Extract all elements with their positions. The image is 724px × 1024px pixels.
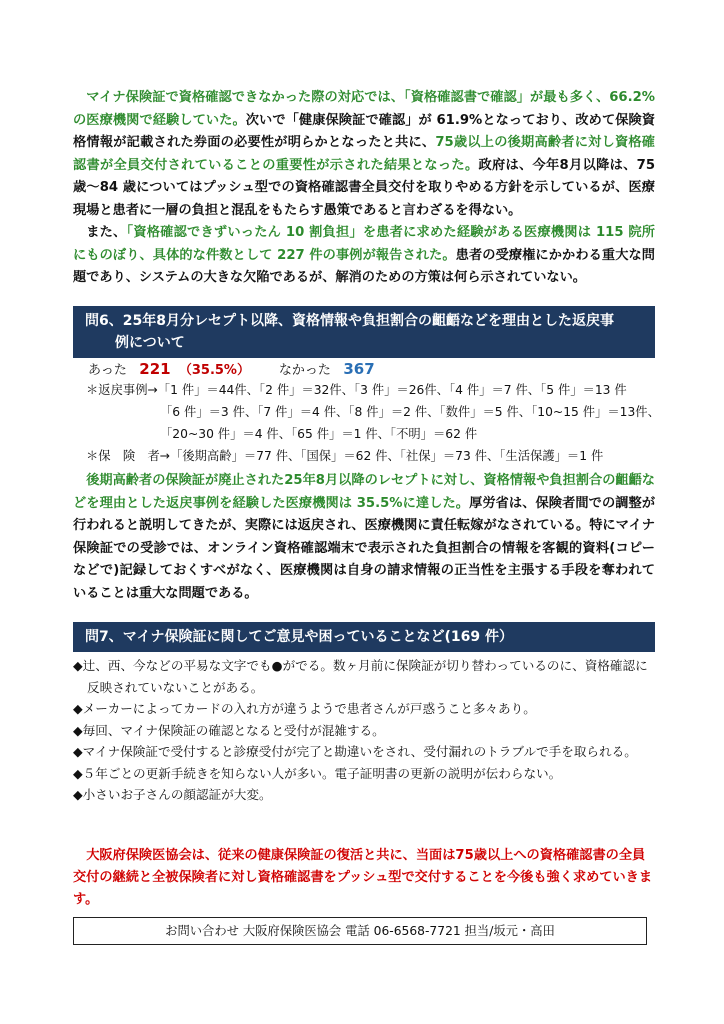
list-item: ◆５年ごとの更新手続きを知らない人が多い。電子証明書の更新の説明が伝わらない。 [73,765,562,781]
no-label: なかった [278,363,331,378]
paragraph-3 [73,470,655,605]
para1-highlight-1: マイナ保険証で資格確認できなかった際の対応では、「資格確認書で確認」が最も多く、66.2%の医療機関で経験していた。 [73,90,655,128]
q7-comment-list [73,655,655,806]
q7-title: 問7、マイナ保険証に関してご意見や困っていることなど(169 件） [85,629,513,645]
q6-detail-line-1: ＊返戻事例→「1 件」＝44件、「2 件」＝32件、「3 件」＝26件、「4 件」＝7 件、「5 件」＝13 件 [86,383,627,397]
para2-highlight-2: 「資格確認できずいったん 10 割負担」を患者に求めた経験がある医療機関は 115 院所にものぼり、具体的な件数として 227 件の事例が報告された。 [73,225,655,263]
contact-box: お問い合わせ 大阪府保険医協会 電話 06-6568-7721 担当/坂元・高田 [73,917,647,945]
list-item: ◆マイナ保険証で受付すると診療受付が完了と勘違いをされ、受付漏れのトラブルで手を取られる。 [73,744,637,759]
paragraph-1 [73,87,655,222]
yes-percent: （35.5%） [178,363,250,378]
para2-text-3: 患者の受療権にかかわる重大な問題であり、システムの大きな欠陥であるが、解消のための方策は何ら示されていない。 [73,247,655,285]
no-count: 367 [343,360,375,378]
paragraph-2 [73,222,655,290]
q6-stats [88,359,375,381]
q6-detail-line-4: ＊保 険 者→「後期高齢」＝77 件、「国保」＝62 件、「社保」＝73 件、「生活保護」＝1 件 [86,449,604,463]
q6-detail-line-2: 「6 件」＝3 件、「7 件」＝4 件、「8 件」＝2 件、「数件」＝5 件、「10~15 件」＝13件、 [160,405,660,419]
intro-section [73,87,655,290]
closing-statement: 大阪府保険医協会は、従来の健康保険証の復活と共に、当面は75歳以上への資格確認書の全員交付の継続と全被保険者に対し資格確認書をプッシュ型で交付することを今後も強く求めていきます。 [73,848,653,907]
q7-header [73,622,655,652]
q6-detail-line-3: 「20~30 件」＝4 件、「65 件」＝1 件、「不明」＝62 件 [160,427,478,441]
q6-header [73,306,655,358]
yes-count: 221 [139,360,171,378]
list-item: ◆小さいお子さんの顔認証が大変。 [73,787,272,802]
q6-title-line1: 問6、25年8月分レセプト以降、資格情報や負担割合の齟齬などを理由とした返戻事 [85,313,614,329]
para1-text-4: 政府は、今年8月以降は、75 歳～84 歳についてはプッシュ型での資格確認書全員交付を取りやめる方針を示しているが、医療現場と患者に一層の負担と混乱をもたらす愚策であると言わざるを得ない。 [73,157,655,218]
list-item: ◆メーカーによってカードの入れ方が違うようで患者さんが戸惑うこと多々あり。 [73,701,536,716]
list-item: ◆毎回、マイナ保険証の確認となると受付が混雑する。 [73,722,385,738]
para3-text-2: 厚労省は、保険者間での調整が行われると説明してきたが、実際には返戻され、医療機関に責任転嫁がなされている。特にマイナ保険証での受診では、オンライン資格確認端末で表示された負担割合の情報を客観的資料(コピーなどで)記録しておくすべがなく、医療機関は自身の請求情報の正当性を主張する手段を奪われていることは重大な問題である。 [73,495,656,601]
list-item: ◆辻、西、今などの平易な文字でも●がでる。数ヶ月前に保険証が切り替わっているのに、資格確認に反映されていないことがある。 [73,658,648,695]
para1-text-2: 次いで「健康保険証で確認」が 61.9%となっており、改めて保険資格情報が記載された券面の必要性が明らかとなったと共に、 [73,112,656,150]
q6-analysis [73,470,655,605]
para1-highlight-3: 75歳以上の後期高齢者に対し資格確認書が全員交付されていることの重要性が示された結果となった。 [73,135,655,173]
yes-label: あった [88,363,127,378]
para2-text-1: また、 [86,225,127,240]
para3-highlight-1: 後期高齢者の保険証が廃止された25年8月以降のレセプトに対し、資格情報や負担割合の齟齬などを理由とした返戻事例を経験した医療機関は 35.5%に達した。 [73,473,655,511]
q6-title-line2: 例について [115,335,185,351]
